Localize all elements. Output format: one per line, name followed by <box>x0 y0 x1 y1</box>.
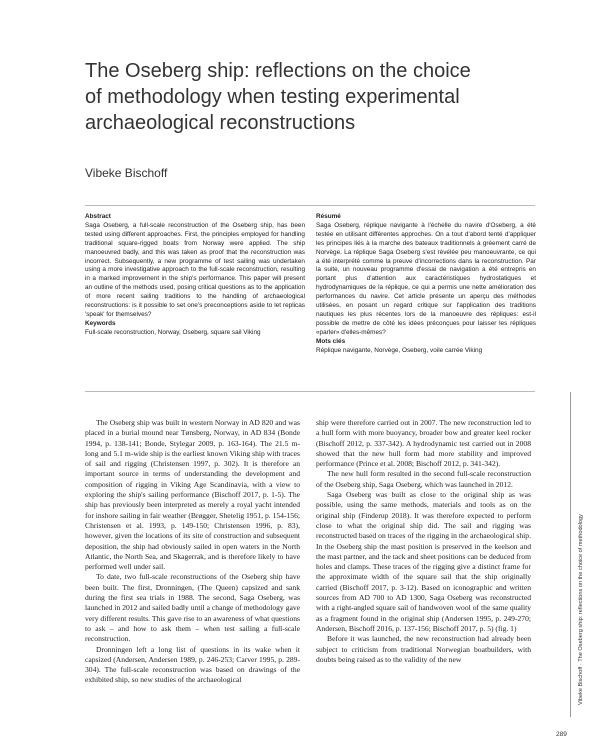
abstract-block <box>85 205 535 392</box>
body-paragraph: Dronningen left a long list of questions in its wake when it capsized (Andersen, Andersen 1989, p. 246-253; Carver 1995, p. 289-304). The full-scale reconstruction was based on drawings of the exhibited ship, so new studies of the archaeological <box>85 644 300 685</box>
body-paragraph: Before it was launched, the new reconstruction had already been subject to criticism from traditional Norwegian boatbuilders, with doubts being raised as to the validity of the new <box>316 634 531 664</box>
keywords-heading: Keywords <box>85 319 116 327</box>
resume-text: Saga Oseberg, réplique navigante à l'échelle du navire d'Oseberg, a été testée en utilisant différentes approches. On a tout d'abord tenté d'appliquer les principes liés à la marche des bateaux traditionnels à gréement carré de Norvège. La réplique Saga Oseberg s'est révélée peu manoeuvrante, ce qui a été interprété comme la preuve d'incorrections dans la reconstruction. Par la suite, un nouveau programme d'essai de navigation a été entrepris en portant plus d'attention aux caractéristiques hydrostatiques et hydrodynamiques de la réplique, ce qui a permis une nette amélioration des performances du navire. Cet article présente un aperçu des méthodes utilisées, en posant un regard critique sur l'application des traditions nautiques les plus récentes lors de la manoeuvre des répliques: est-il possible de mettre de côté les idées préconçues pour laisser les répliques «parler» d'elles-mêmes? <box>316 221 536 336</box>
mots-cles-text: Réplique navigante, Norvège, Oseberg, voile carrée Viking <box>316 346 483 354</box>
title-line-1: The Oseberg ship: reflections on the choice <box>85 60 471 82</box>
body-paragraph: ship were therefore carried out in 2007. The new reconstruction led to a hull form with more buoyancy, broader bow and greater keel rocker (Bischoff 2012, p. 337-342). A hydrodynamic test carried out in 2008 showed that the new hull form had more stability and improved performance (Prince et al. 2008; Bischoff 2012, p. 341-342). <box>316 418 531 469</box>
abstract-text: Saga Oseberg, a full-scale reconstruction of the Oseberg ship, has been tested using different approaches. First, the principles employed for handling traditional square-rigged boats from Norway were applied. The ship manoeuvred badly, and this was taken as proof that the reconstruction was incorrect. Subsequently, a new programme of test sailing was undertaken using a more investigative approach to the full-scale reconstruction, resulting in a marked improvement in the ship's performance. This paper will present an outline of the methods used, posing critical questions as to the application of more recent sailing traditions to the handling of archaeological reconstructions: is it possible to set one's preconceptions aside to let replicas 'speak' for themselves? <box>85 221 305 318</box>
mots-cles-heading: Mots clés <box>316 337 346 345</box>
paper-title <box>85 58 535 136</box>
running-header-vertical: Vibeke Bischoff · The Oseberg ship: reflections on the choice of methodology <box>578 514 584 705</box>
abstract-english <box>85 213 305 338</box>
abstract-heading: Abstract <box>85 213 111 220</box>
body-paragraph: The new hull form resulted in the second full-scale reconstruction of the Oseberg ship, Saga Oseberg, which was launched in 2012. <box>316 469 531 489</box>
resume-heading: Résumé <box>316 213 341 220</box>
body-column-right <box>316 418 531 665</box>
author-name: Vibeke Bischoff <box>85 166 168 180</box>
keywords-text: Full-scale reconstruction, Norway, Oseberg, square sail Viking <box>85 328 261 336</box>
title-line-2: of methodology when testing experimental <box>85 86 460 108</box>
body-paragraph: The Oseberg ship was built in western Norway in AD 820 and was placed in a burial mound near Tønsberg, Norway, in AD 834 (Bonde 1994, p. 138-141; Bonde, Stylegar 2009, p. 163-164). The 21.5 m-long and 5.1 m-wide ship is the earliest known Viking ship with traces of sail and rigging (Christensen 1997, p. 302). It is therefore an important source in terms of understanding the development and composition of rigging in Viking Age Scandinavia, with a view to exploring the ship's sailing performance (Bischoff 2017, p. 1-5). The ship has previously been interpreted as merely a royal yacht intended for inshore sailing in fair weather (Brøgger, Shetelig 1951, p. 154-156; Christensen et al. 1993, p. 149-150; Christensen 1996, p. 83), however, given the locations of its site of construction and subsequent deposition, the ship had obviously sailed in open waters in the North Atlantic, the North Sea, and Skagerrak, and is therefore likely to have performed well under sail. <box>85 418 301 572</box>
body-column-left <box>85 418 300 686</box>
page-number: 289 <box>556 731 567 738</box>
side-rule-divider <box>570 392 571 717</box>
body-paragraph: Saga Oseberg was built as close to the original ship as was possible, using the same methods, materials and tools as on the original ship (Finderup 2018). It was therefore expected to perform close to what the original ship did. The sail and rigging was reconstructed based on traces of the rigging in the archaeological ship. In the Oseberg ship the mast position is preserved in the keelson and the mast partner, and the tack and sheet positions can be deduced from holes and clamps. These traces of the rigging give a distinct frame for the approximate width of the square sail that the ship originally carried (Bischoff 2017, p. 3-12). Based on iconographic and written sources from AD 700 to AD 1300, Saga Oseberg was reconstructed with a right-angled square sail of handwoven wool of the same quality as a fragment found in the original ship (Andersen 1995, p. 249-270; Andersen, Bischoff 2016, p. 137-156; Bischoff 2017, p. 5) (fig. 1) <box>316 490 531 633</box>
abstract-french <box>316 213 536 356</box>
body-paragraph: To date, two full-scale reconstructions of the Oseberg ship have been built. The first, Dronningen, (The Queen) capsized and sank during the first sea trials in 1988. The second, Saga Oseberg, was launched in 2012 and sailed badly until a change of methodology gave very different results. This gave rise to an awareness of what questions to ask – and how to ask them – when test sailing a full-scale reconstruction. <box>85 572 300 644</box>
title-line-3: archaeological reconstructions <box>85 112 356 134</box>
